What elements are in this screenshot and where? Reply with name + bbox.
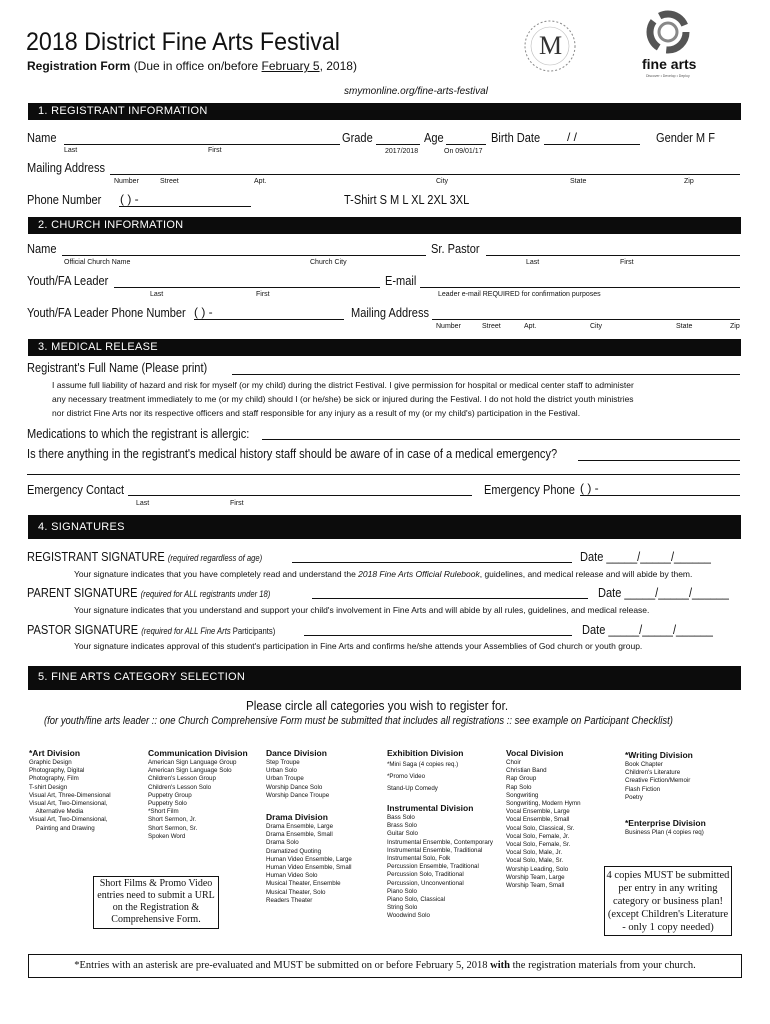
category-instruction: Please circle all categories you wish to register for.	[246, 698, 509, 713]
footer-note-a: *Entries with an asterisk are pre-evaluated and MUST be submitted on or before February 5, 2018	[74, 960, 491, 971]
name-label: Name	[27, 130, 57, 145]
fine-arts-logo	[640, 8, 700, 80]
section-title: 1. REGISTRANT INFORMATION	[38, 105, 208, 117]
page-subtitle	[27, 59, 357, 73]
instrumental-division-list	[387, 814, 493, 921]
list-item[interactable]: Human Video Ensemble, Large	[266, 855, 352, 863]
list-item[interactable]: Short Sermon, Jr.	[148, 816, 197, 824]
list-item[interactable]: Christian Band	[506, 767, 547, 775]
parent-signature-label	[27, 585, 270, 600]
festival-url[interactable]: smymonline.org/fine-arts-festival	[344, 86, 488, 97]
medical-history-field-2[interactable]	[27, 474, 740, 475]
list-item[interactable]: T-shirt Design	[29, 783, 68, 791]
parent-signature-note: (required for ALL registrants under 18)	[140, 589, 271, 599]
birth-date-label: Birth Date	[491, 130, 541, 145]
mailing-address-field[interactable]	[110, 174, 740, 175]
exhibition-division-list	[387, 759, 464, 795]
list-item[interactable]: String Solo	[387, 904, 418, 912]
email-note: Leader e-mail REQUIRED for confirmation purposes	[438, 291, 601, 298]
list-item[interactable]: Instrumental Solo, Folk	[387, 855, 451, 863]
list-item[interactable]: *Promo Video	[387, 773, 426, 780]
pastor-date[interactable]	[582, 622, 713, 637]
pastor-signature-note-a: (required for ALL	[141, 626, 201, 636]
age-field[interactable]	[446, 144, 486, 145]
emergency-contact-label: Emergency Contact	[27, 482, 125, 497]
drama-division	[266, 812, 352, 905]
footer-note-b: with	[490, 960, 510, 971]
art-division-list	[29, 759, 111, 833]
section-title: 3. MEDICAL RELEASE	[38, 341, 158, 353]
communication-division-list	[148, 759, 248, 841]
grade-label: Grade	[342, 130, 373, 145]
list-item[interactable]: Songwriting	[506, 791, 539, 799]
list-item[interactable]: Puppetry Group	[148, 791, 192, 799]
list-item[interactable]: Poetry	[625, 793, 643, 801]
list-item[interactable]: Short Sermon, Sr.	[148, 824, 198, 832]
sub-street: Street	[160, 178, 179, 185]
email-field[interactable]	[420, 287, 740, 288]
subtitle-bold: Registration Form	[27, 59, 131, 73]
registrant-desc-b: , guidelines, and medical release and will abide by them.	[479, 569, 693, 579]
emergency-phone-format: ( ) -	[580, 481, 599, 495]
birth-date-separators: / /	[567, 130, 578, 144]
emergency-phone-field[interactable]	[580, 495, 740, 496]
medical-history-field[interactable]	[578, 460, 740, 461]
gender-label[interactable]: Gender M F	[656, 130, 715, 145]
section-church-header	[28, 217, 741, 234]
section-registrant-header	[28, 103, 741, 120]
leader-sub-street: Street	[482, 323, 501, 330]
list-item[interactable]: Short Films & Promo Video	[99, 878, 213, 889]
writing-division-title: *Writing Division	[625, 750, 693, 760]
list-item[interactable]: Stand-Up Comedy	[387, 785, 438, 792]
list-item[interactable]: Vocal Solo, Female, Sr.	[506, 841, 571, 849]
list-item[interactable]: Worship Dance Solo	[266, 783, 323, 791]
list-item[interactable]: Vocal Ensemble, Small	[506, 816, 570, 824]
page-title: 2018 District Fine Arts Festival	[26, 28, 340, 56]
registrant-desc-rulebook: 2018 Fine Arts Official Rulebook	[358, 569, 480, 579]
writing-copies-note-box	[604, 866, 732, 936]
pastor-signature-note-i: Fine Arts	[200, 626, 231, 636]
registrant-signature-label	[27, 549, 262, 564]
sub-apt: Apt.	[254, 178, 267, 185]
pastor-sub-first: First	[620, 259, 634, 266]
list-item[interactable]: Creative Fiction/Memoir	[625, 777, 691, 785]
section-title: 4. SIGNATURES	[38, 521, 125, 533]
list-item[interactable]: Puppetry Solo	[148, 800, 187, 808]
email-label: E-mail	[385, 273, 417, 288]
enterprise-division-list	[625, 829, 706, 837]
medical-history-label: Is there anything in the registrant's medical history staff should be aware of in case of a medical emergency?	[27, 446, 558, 461]
youth-leader-field[interactable]	[114, 287, 380, 288]
list-item[interactable]: Photography, Film	[29, 775, 79, 783]
registrant-desc-a: Your signature indicates that you have completely read and understand the	[74, 569, 359, 579]
vocal-division-list	[506, 759, 581, 890]
list-item[interactable]: Urban Solo	[266, 767, 297, 775]
list-item[interactable]: Photography, Digital	[29, 767, 85, 775]
list-item[interactable]: Human Video Solo	[266, 872, 318, 880]
list-item[interactable]: Rap Solo	[506, 783, 532, 791]
pastor-signature-label	[27, 622, 275, 637]
list-item[interactable]: Spoken Word	[148, 832, 186, 840]
emergency-contact-field[interactable]	[128, 495, 472, 496]
sub-zip: Zip	[684, 178, 694, 185]
phone-label: Phone Number	[27, 192, 102, 207]
list-item[interactable]: - only 1 copy needed)	[622, 922, 714, 933]
sub-number: Number	[114, 178, 139, 185]
age-sub: On 09/01/17	[444, 148, 483, 155]
emergency-sub-first: First	[230, 500, 244, 507]
pastor-signature-note-b: Participants)	[230, 626, 276, 636]
parent-signature-desc: Your signature indicates that you understand and support your child's involvement in Fine Arts and will abide by all rules, guidelines, and medical release.	[74, 605, 650, 615]
list-item[interactable]: entries need to submit a URL	[97, 890, 215, 901]
registrant-date[interactable]	[580, 549, 711, 564]
list-item[interactable]: Worship Team, Large	[506, 873, 565, 881]
short-films-note-box	[93, 876, 219, 929]
list-item[interactable]: Step Troupe	[266, 759, 300, 766]
leader-phone-field[interactable]	[194, 319, 344, 320]
list-item[interactable]: Piano Solo, Classical	[387, 896, 446, 904]
list-item[interactable]: Musical Theater, Ensemble	[266, 880, 341, 888]
exhibition-division	[387, 748, 464, 795]
list-item[interactable]: Drama Ensemble, Small	[266, 831, 333, 839]
dance-division-list	[266, 759, 329, 800]
logo-tagline: Discover • Develop • Deploy	[646, 74, 690, 78]
list-item[interactable]: Guitar Solo	[387, 830, 418, 838]
registrant-signature-field[interactable]	[292, 562, 572, 563]
leader-phone-label: Youth/FA Leader Phone Number	[27, 305, 186, 320]
list-item[interactable]: Choir	[506, 759, 521, 766]
list-item[interactable]: Piano Solo	[387, 887, 417, 895]
name-field[interactable]	[64, 144, 340, 145]
list-item[interactable]: Readers Theater	[266, 896, 313, 904]
tshirt-size-options[interactable]: T-Shirt S M L XL 2XL 3XL	[344, 192, 470, 207]
leader-mailing-field[interactable]	[432, 319, 740, 320]
leader-sub-zip: Zip	[730, 323, 740, 330]
liability-line-1: I assume full liability of hazard and risk for myself (or my child) during the district Festival. I give permission for hospital or medical center staff to administer	[52, 380, 634, 390]
grade-sub: 2017/2018	[385, 148, 419, 155]
list-item[interactable]: Percussion Solo, Traditional	[387, 871, 464, 879]
fine-arts-logo-mark	[640, 8, 700, 58]
mailing-address-label: Mailing Address	[27, 160, 106, 175]
liability-line-2: any necessary treatment immediately to me (or my child) should I (or he/she) be sick or injured during the Festival. I do not hold the district youth ministries	[52, 394, 634, 404]
enterprise-division-title: *Enterprise Division	[625, 818, 706, 828]
date-format: _____/_____/______	[608, 622, 713, 637]
list-item[interactable]: Worship Leading, Solo	[506, 865, 569, 873]
logo-text: fine arts	[642, 56, 697, 72]
art-division-title: *Art Division	[29, 748, 81, 758]
section-title: 5. FINE ARTS CATEGORY SELECTION	[38, 671, 246, 683]
writing-division	[625, 750, 693, 802]
date-format: _____/_____/______	[624, 585, 729, 600]
art-division	[29, 748, 111, 833]
drama-division-title: Drama Division	[266, 812, 328, 822]
exhibition-division-title: Exhibition Division	[387, 748, 464, 758]
list-item[interactable]: Worship Team, Small	[506, 882, 565, 890]
date-format: _____/_____/______	[606, 549, 711, 564]
name-sub-last: Last	[64, 147, 78, 154]
registrant-signature-title: REGISTRANT SIGNATURE	[27, 549, 165, 564]
full-name-field[interactable]	[232, 374, 740, 375]
list-item[interactable]: Songwriting, Modern Hymn	[506, 800, 581, 808]
list-item[interactable]: Visual Art, Three-Dimensional	[29, 791, 111, 799]
leader-sub-last: Last	[150, 291, 164, 298]
list-item[interactable]: Book Chapter	[625, 761, 663, 768]
list-item[interactable]: Visual Art, Two-Dimensional,	[29, 800, 108, 808]
section-title: 2. CHURCH INFORMATION	[38, 219, 184, 231]
leader-sub-apt: Apt.	[524, 323, 537, 330]
liability-line-3: nor district Fine Arts nor its respective officers and staff responsible for any injury as a result of my (or my child's) participation in the Festival.	[52, 408, 581, 418]
list-item[interactable]: Visual Art, Two-Dimensional,	[29, 816, 108, 824]
grade-field[interactable]	[376, 144, 420, 145]
registrant-signature-note: (required regardless of age)	[167, 553, 263, 563]
pastor-signature-title: PASTOR SIGNATURE	[27, 622, 139, 637]
list-item[interactable]: American Sign Language Group	[148, 759, 237, 766]
category-instruction-sub: (for youth/fine arts leader :: one Church Comprehensive Form must be submitted that includes all registrations :: see example on Participant Checklist)	[44, 715, 673, 727]
list-item[interactable]: Percussion Ensemble, Traditional	[387, 863, 479, 871]
list-item[interactable]: Brass Solo	[387, 822, 417, 830]
list-item[interactable]: Comprehensive Form.	[111, 914, 201, 925]
leader-sub-state: State	[676, 323, 693, 330]
list-item[interactable]: Urban Troupe	[266, 775, 304, 783]
list-item[interactable]: Drama Solo	[266, 839, 299, 847]
writing-division-list	[625, 761, 693, 802]
list-item[interactable]: Instrumental Ensemble, Contemporary	[387, 838, 493, 846]
list-item[interactable]: Children's Lesson Group	[148, 775, 216, 783]
birth-date-field[interactable]	[544, 144, 640, 145]
list-item[interactable]: *Mini Saga (4 copies req.)	[387, 761, 459, 768]
parent-signature-field[interactable]	[312, 598, 588, 599]
date-label: Date	[582, 622, 606, 637]
emergency-phone-label: Emergency Phone	[484, 482, 575, 497]
list-item[interactable]: Painting and Drawing	[29, 824, 95, 832]
sub-state: State	[570, 178, 587, 185]
allergic-field[interactable]	[262, 439, 740, 440]
instrumental-division-title: Instrumental Division	[387, 803, 474, 813]
list-item[interactable]: Instrumental Ensemble, Traditional	[387, 846, 483, 854]
list-item[interactable]: Children's Literature	[625, 769, 681, 777]
dance-division-title: Dance Division	[266, 748, 327, 758]
allergic-label: Medications to which the registrant is allergic:	[27, 426, 250, 441]
phone-format: ( ) -	[120, 192, 139, 206]
registrant-signature-desc	[74, 569, 692, 579]
asterisk-footer-note	[28, 954, 742, 978]
leader-sub-first: First	[256, 291, 270, 298]
list-item[interactable]: Graphic Design	[29, 759, 72, 766]
list-item[interactable]: Human Video Ensemble, Small	[266, 864, 352, 872]
list-item[interactable]: Bass Solo	[387, 814, 415, 821]
list-item[interactable]: Drama Ensemble, Large	[266, 823, 334, 830]
list-item[interactable]: Worship Dance Troupe	[266, 791, 330, 799]
phone-field[interactable]	[119, 206, 251, 207]
list-item[interactable]: Dramatized Quoting	[266, 847, 322, 855]
date-label: Date	[580, 549, 604, 564]
enterprise-division	[625, 818, 706, 837]
list-item[interactable]: American Sign Language Solo	[148, 767, 232, 775]
pastor-signature-field[interactable]	[304, 635, 572, 636]
church-name-label: Name	[27, 241, 57, 256]
instrumental-division	[387, 803, 493, 921]
leader-phone-format: ( ) -	[194, 305, 213, 319]
footer-note-c: the registration materials from your church.	[510, 960, 696, 971]
list-item[interactable]: Vocal Solo, Female, Jr.	[506, 832, 570, 840]
district-seal-logo	[522, 18, 578, 74]
list-item[interactable]: 4 copies MUST be submitted	[606, 870, 730, 881]
list-item[interactable]: (except Children's Literature	[607, 909, 729, 920]
sub-city: City	[436, 178, 449, 185]
list-item[interactable]: Alternative Media	[29, 808, 84, 816]
list-item[interactable]: Vocal Ensemble, Large	[506, 808, 570, 816]
list-item[interactable]: per entry in any writing	[618, 883, 718, 894]
sub-official-church-name: Official Church Name	[64, 259, 131, 266]
section-medical-header	[28, 339, 741, 356]
section-signatures-header	[28, 515, 741, 539]
list-item[interactable]: Woodwind Solo	[387, 912, 430, 920]
list-item[interactable]: Vocal Solo, Male, Jr.	[506, 849, 563, 857]
list-item[interactable]: Business Plan (4 copies req)	[625, 829, 704, 836]
sub-church-city: Church City	[310, 259, 347, 266]
communication-division	[148, 748, 248, 841]
church-name-field[interactable]	[62, 255, 426, 256]
age-label: Age	[424, 130, 444, 145]
list-item[interactable]: *Short Film	[148, 808, 179, 816]
pastor-sub-last: Last	[526, 259, 540, 266]
date-label: Date	[598, 585, 622, 600]
section-categories-header	[28, 666, 741, 690]
seal-letter: M	[539, 31, 563, 60]
name-sub-first: First	[208, 147, 222, 154]
list-item[interactable]: Musical Theater, Solo	[266, 888, 326, 896]
subtitle-rest-a: (Due in office on/before	[133, 59, 262, 73]
communication-division-title: Communication Division	[148, 748, 248, 758]
list-item[interactable]: Vocal Solo, Classical, Sr.	[506, 824, 575, 832]
parent-signature-title: PARENT SIGNATURE	[27, 585, 138, 600]
dance-division	[266, 748, 329, 800]
list-item[interactable]: Percussion, Unconventional	[387, 879, 464, 887]
drama-division-list	[266, 823, 352, 905]
full-name-label: Registrant's Full Name (Please print)	[27, 360, 208, 375]
leader-sub-city: City	[590, 323, 603, 330]
subtitle-rest-b: , 2018)	[319, 59, 357, 73]
subtitle-date: February 5	[261, 59, 320, 73]
pastor-signature-desc: Your signature indicates approval of this student's participation in Fine Arts and confirms he/she attends your Assemblies of God church or youth group.	[74, 641, 643, 651]
list-item[interactable]: Children's Lesson Solo	[148, 783, 212, 791]
parent-date[interactable]	[598, 585, 729, 600]
pastor-label: Sr. Pastor	[431, 241, 480, 256]
vocal-division-title: Vocal Division	[506, 748, 564, 758]
list-item[interactable]: Vocal Solo, Male, Sr.	[506, 857, 564, 865]
leader-mailing-label: Mailing Address	[351, 305, 430, 320]
list-item[interactable]: category or business plan!	[613, 896, 723, 907]
list-item[interactable]: on the Registration &	[112, 902, 200, 913]
list-item[interactable]: Rap Group	[506, 775, 537, 783]
emergency-sub-last: Last	[136, 500, 150, 507]
leader-sub-number: Number	[436, 323, 461, 330]
youth-leader-label: Youth/FA Leader	[27, 273, 109, 288]
pastor-field[interactable]	[486, 255, 740, 256]
list-item[interactable]: Flash Fiction	[625, 785, 661, 793]
vocal-division	[506, 748, 581, 890]
